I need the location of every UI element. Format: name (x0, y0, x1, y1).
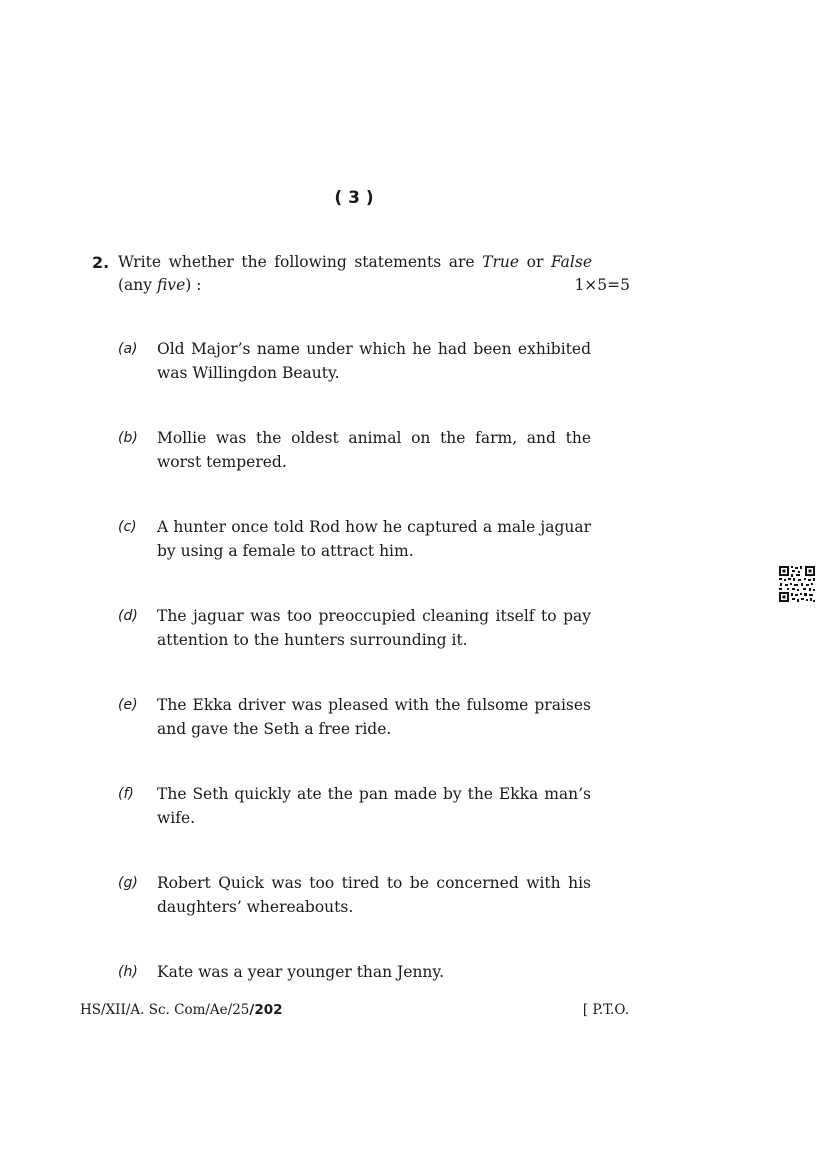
statement-item (118, 871, 591, 919)
marks: 1×5=5 (574, 276, 630, 294)
item-label: (g) (118, 875, 138, 891)
statement-item (118, 515, 591, 563)
statement-item (118, 426, 591, 474)
qr-code-icon (778, 565, 816, 603)
item-text: Mollie was the oldest animal on the farm, and the worst tempered. (157, 429, 591, 471)
instruction-text: Write whether the following statements are (118, 253, 475, 271)
page-number: ( 3 ) (334, 188, 374, 208)
item-label: (h) (118, 964, 138, 980)
statement-item (118, 782, 591, 830)
item-label: (c) (118, 519, 137, 535)
true-word: True (482, 253, 520, 271)
false-word: False (550, 253, 592, 271)
item-label: (e) (118, 697, 138, 713)
item-text: The Seth quickly ate the pan made by the Ekka man’s wife. (157, 785, 591, 827)
item-label: (d) (118, 608, 138, 624)
paper-code (80, 1002, 283, 1018)
any-word: five (156, 276, 186, 294)
statement-item (118, 604, 591, 652)
question-number: 2. (92, 253, 110, 272)
paper-code-suffix: /202 (249, 1002, 283, 1018)
any-open: (any (118, 276, 153, 294)
statement-item (118, 960, 591, 984)
item-label: (f) (118, 786, 134, 802)
statement-item (118, 693, 591, 741)
question-any-five (118, 276, 201, 294)
item-text: A hunter once told Rod how he captured a male jaguar by using a female to attract him. (157, 518, 591, 560)
any-close: ) : (185, 276, 202, 294)
item-text: The Ekka driver was pleased with the fulsome praises and gave the Seth a free ride. (157, 696, 591, 738)
paper-code-prefix: HS/XII/A. Sc. Com/Ae/25 (80, 1002, 250, 1018)
item-text: The jaguar was too preoccupied cleaning itself to pay attention to the hunters surrounding it. (157, 607, 591, 649)
item-text: Kate was a year younger than Jenny. (157, 963, 445, 981)
item-text: Old Major’s name under which he had been exhibited was Willingdon Beauty. (157, 340, 591, 382)
item-label: (b) (118, 430, 138, 446)
pto-marker: [ P.T.O. (582, 1002, 629, 1018)
statement-item (118, 337, 591, 385)
item-label: (a) (118, 341, 138, 357)
item-text: Robert Quick was too tired to be concerned with his daughters’ whereabouts. (157, 874, 591, 916)
or-word: or (526, 253, 544, 271)
question-instruction (118, 253, 592, 271)
